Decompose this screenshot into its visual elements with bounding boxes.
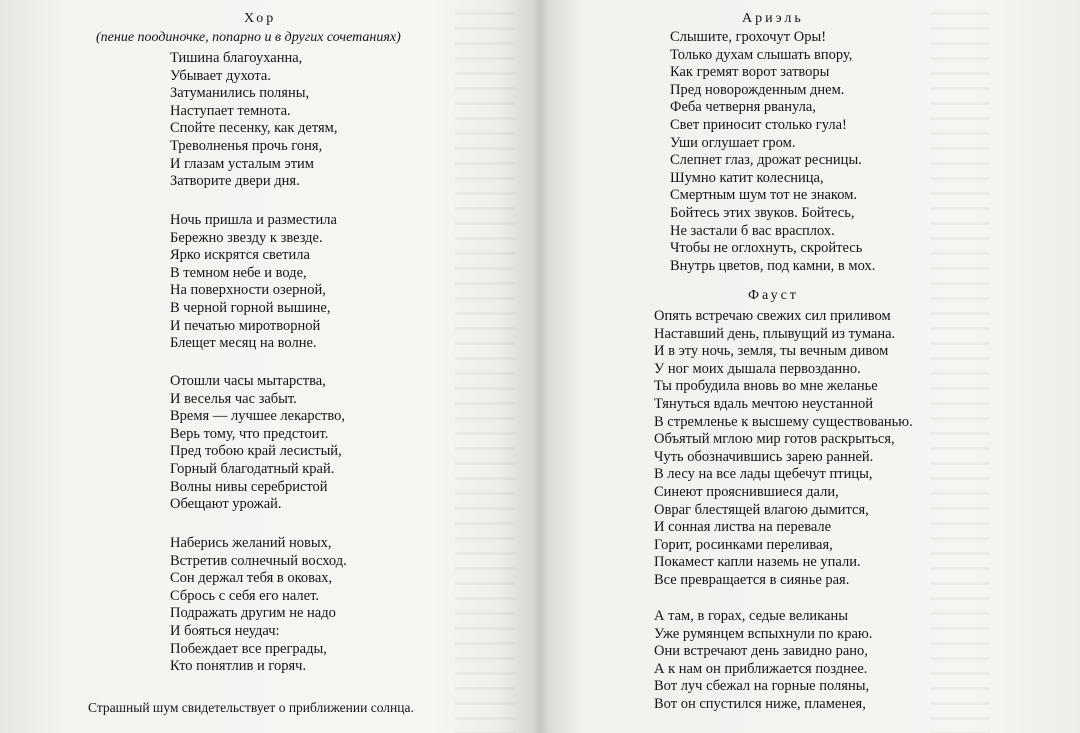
verse-line: Верь тому, что предстоит. xyxy=(170,425,329,442)
verse-line: Наберись желаний новых, xyxy=(170,535,332,551)
verse-line: И сонная листва на перевале xyxy=(654,519,832,536)
speaker-chorus: Хор xyxy=(244,11,277,26)
verse-line: Чуть обозначившись зарею ранней. xyxy=(654,448,874,465)
verse-line: Феба четверня рванула, xyxy=(670,99,816,116)
verse-line: В лесу на все лады щебечут птицы, xyxy=(654,466,873,483)
verse-line: В черной горной вышине, xyxy=(170,299,331,316)
verse-line: Объятый мглою мир готов раскрыться, xyxy=(654,431,895,448)
verse-line: Сон держал тебя в оковах, xyxy=(170,570,333,587)
verse-line: Внутрь цветов, под камни, в мох. xyxy=(670,257,876,274)
footer-direction: Страшный шум свидетельствует о приближении солнца. xyxy=(88,700,414,715)
verse-line: Пред новорожденным днем. xyxy=(670,81,845,98)
verse-line: Тишина благоуханна, xyxy=(170,50,303,66)
verse-line: Встретив солнечный восход. xyxy=(170,552,347,569)
verse-line: Горит, росинками переливая, xyxy=(654,536,833,553)
verse-line: А там, в горах, седые великаны xyxy=(654,608,848,624)
speaker-faust: Фауст xyxy=(748,288,799,303)
chorus-stanza-3 xyxy=(170,373,345,514)
verse-line: Отошли часы мытарства, xyxy=(170,373,326,389)
verse-line: Свет приносит столько гула! xyxy=(670,116,847,133)
verse-line: И в эту ночь, земля, ты вечным дивом xyxy=(654,343,889,360)
verse-line: Слышите, грохочут Оры! xyxy=(670,29,827,45)
verse-line: Затуманились поляны, xyxy=(170,85,310,102)
verse-line: Ночь пришла и разместила xyxy=(170,212,337,228)
chorus-stanza-4 xyxy=(170,535,347,676)
verse-line: Чтобы не оглохнуть, скройтесь xyxy=(670,240,863,257)
verse-line: И печатью миротворной xyxy=(170,317,321,334)
verse-line: Убывает духота. xyxy=(170,67,271,84)
verse-line: Не застали б вас врасплох. xyxy=(670,222,835,239)
verse-line: Шумно катит колесница, xyxy=(670,169,824,186)
verse-line: Синеют прояснившиеся дали, xyxy=(654,483,839,500)
verse-line: Кто понятлив и горяч. xyxy=(170,658,307,675)
verse-line: Треволненья прочь гоня, xyxy=(170,137,323,154)
verse-line: Вот он спустился ниже, пламенея, xyxy=(654,695,866,712)
verse-line: Бойтесь этих звуков. Бойтесь, xyxy=(670,204,855,221)
verse-line: На поверхности озерной, xyxy=(170,282,326,299)
left-page xyxy=(0,0,530,733)
verse-line: Только духам слышать впору, xyxy=(670,46,853,63)
verse-line: И бояться неудач: xyxy=(170,622,280,639)
stage-direction: (пение поодиночке, попарно и в других сочетаниях) xyxy=(96,30,401,45)
verse-line: В темном небе и воде, xyxy=(170,264,307,281)
verse-line: Смертным шум тот не знаком. xyxy=(670,187,857,204)
verse-line: Затворите двери дня. xyxy=(170,173,300,190)
verse-line: Они встречают день завидно рано, xyxy=(654,643,868,660)
verse-line: Спойте песенку, как детям, xyxy=(170,120,338,137)
verse-line: Горный благодатный край. xyxy=(170,460,335,477)
verse-line: Все превращается в сиянье рая. xyxy=(654,571,850,588)
right-page xyxy=(540,0,1080,733)
verse-line: Слепнет глаз, дрожат ресницы. xyxy=(670,152,862,169)
verse-line: Ярко искрятся светила xyxy=(170,247,310,264)
verse-line: В стремленье к высшему существованью. xyxy=(654,413,913,430)
verse-line: И глазам усталым этим xyxy=(170,155,314,172)
faust-stanza-1 xyxy=(654,308,913,590)
verse-line: Побеждает все преграды, xyxy=(170,640,327,657)
verse-line: Бережно звезду к звезде. xyxy=(170,229,323,246)
verse-line: Покамест капли наземь не упали. xyxy=(654,554,861,571)
verse-line: А к нам он приближается позднее. xyxy=(654,660,868,677)
verse-line: У ног моих дышала первозданно. xyxy=(654,360,861,377)
verse-line: Наступает темнота. xyxy=(170,102,291,119)
faust-stanza-2 xyxy=(654,608,872,714)
verse-line: Опять встречаю свежих сил приливом xyxy=(654,308,891,324)
verse-line: Время — лучшее лекарство, xyxy=(170,408,345,425)
verse-line: Сбрось с себя его налет. xyxy=(170,587,319,604)
verse-line: Ты пробудила вновь во мне желанье xyxy=(654,378,878,395)
verse-line: Обещают урожай. xyxy=(170,496,282,513)
verse-line: И веселья час забыт. xyxy=(170,390,297,407)
speaker-ariel: Ариэль xyxy=(742,11,804,26)
verse-line: Тянуться вдаль мечтою неустанной xyxy=(654,395,873,412)
verse-line: Уши оглушает гром. xyxy=(670,134,796,151)
chorus-stanza-1 xyxy=(170,50,337,191)
verse-line: Вот луч сбежал на горные поляны, xyxy=(654,678,870,695)
verse-line: Блещет месяц на волне. xyxy=(170,335,317,352)
verse-line: Пред тобою край лесистый, xyxy=(170,443,342,460)
verse-line: Овраг блестящей влагою дымится, xyxy=(654,501,869,518)
chorus-stanza-2 xyxy=(170,212,337,353)
verse-line: Уже румянцем вспыхнули по краю. xyxy=(654,625,873,642)
verse-line: Как гремят ворот затворы xyxy=(670,64,830,81)
verse-line: Волны нивы серебристой xyxy=(170,478,328,495)
verse-line: Подражать другим не надо xyxy=(170,605,336,622)
verse-line: Наставший день, плывущий из тумана. xyxy=(654,325,896,342)
ariel-stanza xyxy=(670,29,875,275)
